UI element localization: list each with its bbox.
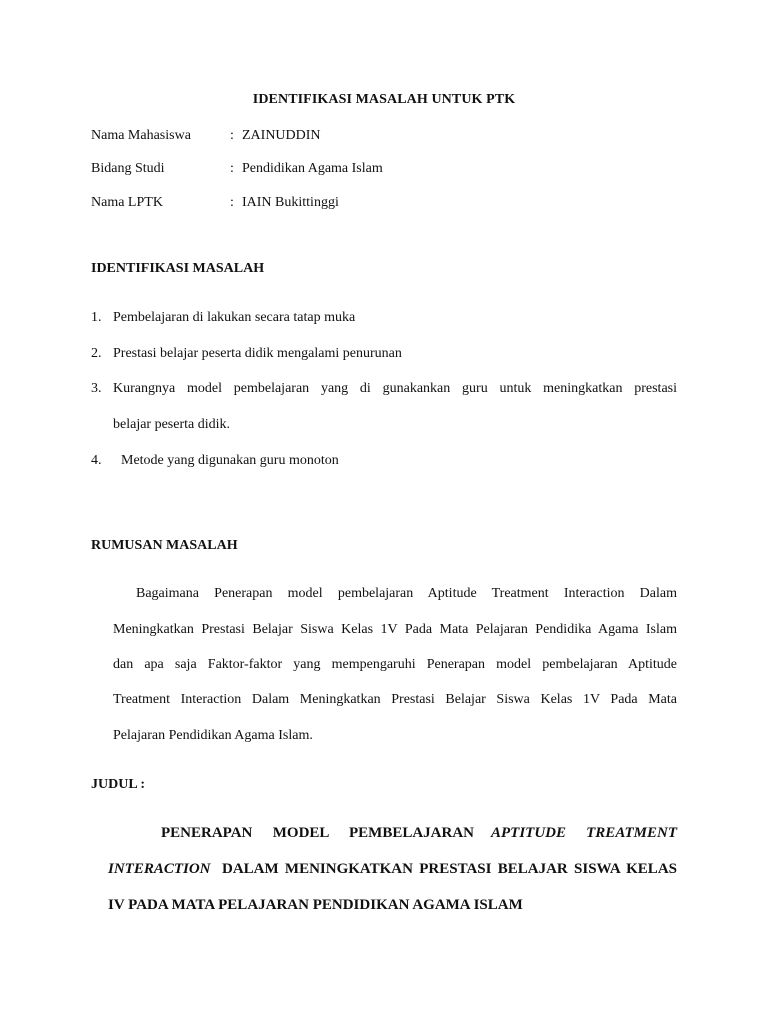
document-title: IDENTIFIKASI MASALAH UNTUK PTK	[252, 92, 516, 107]
paragraph-line: Meningkatkan Prestasi Belajar Siswa Kelas 1V Pada Mata Pelajaran Pendidika Agama Islam	[113, 622, 677, 637]
info-value: Pendidikan Agama Islam	[242, 161, 383, 176]
paragraph-line: Pelajaran Pendidikan Agama Islam.	[113, 728, 313, 743]
list-text: belajar peserta didik.	[113, 417, 231, 432]
judul-line-1-normal	[161, 822, 474, 844]
info-value: IAIN Bukittinggi	[242, 195, 339, 210]
list-text: Metode yang digunakan guru monoton	[121, 453, 339, 468]
list-number: 4.	[91, 453, 102, 468]
identifikasi-heading: IDENTIFIKASI MASALAH	[91, 261, 265, 276]
info-colon: :	[230, 161, 234, 176]
judul-text: PENERAPAN MODEL PEMBELAJARAN	[161, 825, 474, 841]
judul-line-3: IV PADA MATA PELAJARAN PENDIDIKAN AGAMA ISLAM	[108, 897, 523, 913]
paragraph-line: Treatment Interaction Dalam Meningkatkan Prestasi Belajar Siswa Kelas 1V Pada Mata	[113, 692, 677, 707]
info-colon: :	[230, 128, 234, 143]
judul-heading: JUDUL :	[91, 777, 146, 792]
info-colon: :	[230, 195, 234, 210]
judul-line-2-italic: INTERACTION	[108, 861, 211, 877]
rumusan-heading: RUMUSAN MASALAH	[91, 538, 238, 553]
list-number: 1.	[91, 310, 102, 325]
info-label: Bidang Studi	[91, 161, 165, 176]
list-text: Pembelajaran di lakukan secara tatap muka	[113, 310, 356, 325]
judul-line-2-normal: DALAM MENINGKATKAN PRESTASI BELAJAR SISWA KELAS	[222, 861, 677, 877]
info-label: Nama Mahasiswa	[91, 128, 191, 143]
paragraph-line: Bagaimana Penerapan model pembelajaran Aptitude Treatment Interaction Dalam	[136, 586, 677, 601]
list-text: Kurangnya model pembelajaran yang di gunakankan guru untuk meningkatkan prestasi	[113, 381, 677, 396]
list-text: Prestasi belajar peserta didik mengalami penurunan	[113, 346, 402, 361]
info-label: Nama LPTK	[91, 195, 163, 210]
list-number: 2.	[91, 346, 102, 361]
info-value: ZAINUDDIN	[242, 128, 321, 143]
list-number: 3.	[91, 381, 102, 396]
judul-line-2	[108, 858, 677, 880]
paragraph-line: dan apa saja Faktor-faktor yang mempengaruhi Penerapan model pembelajaran Aptitude	[113, 657, 677, 672]
judul-line-1	[161, 822, 677, 844]
judul-line-1-italic: APTITUDE TREATMENT	[491, 825, 677, 841]
